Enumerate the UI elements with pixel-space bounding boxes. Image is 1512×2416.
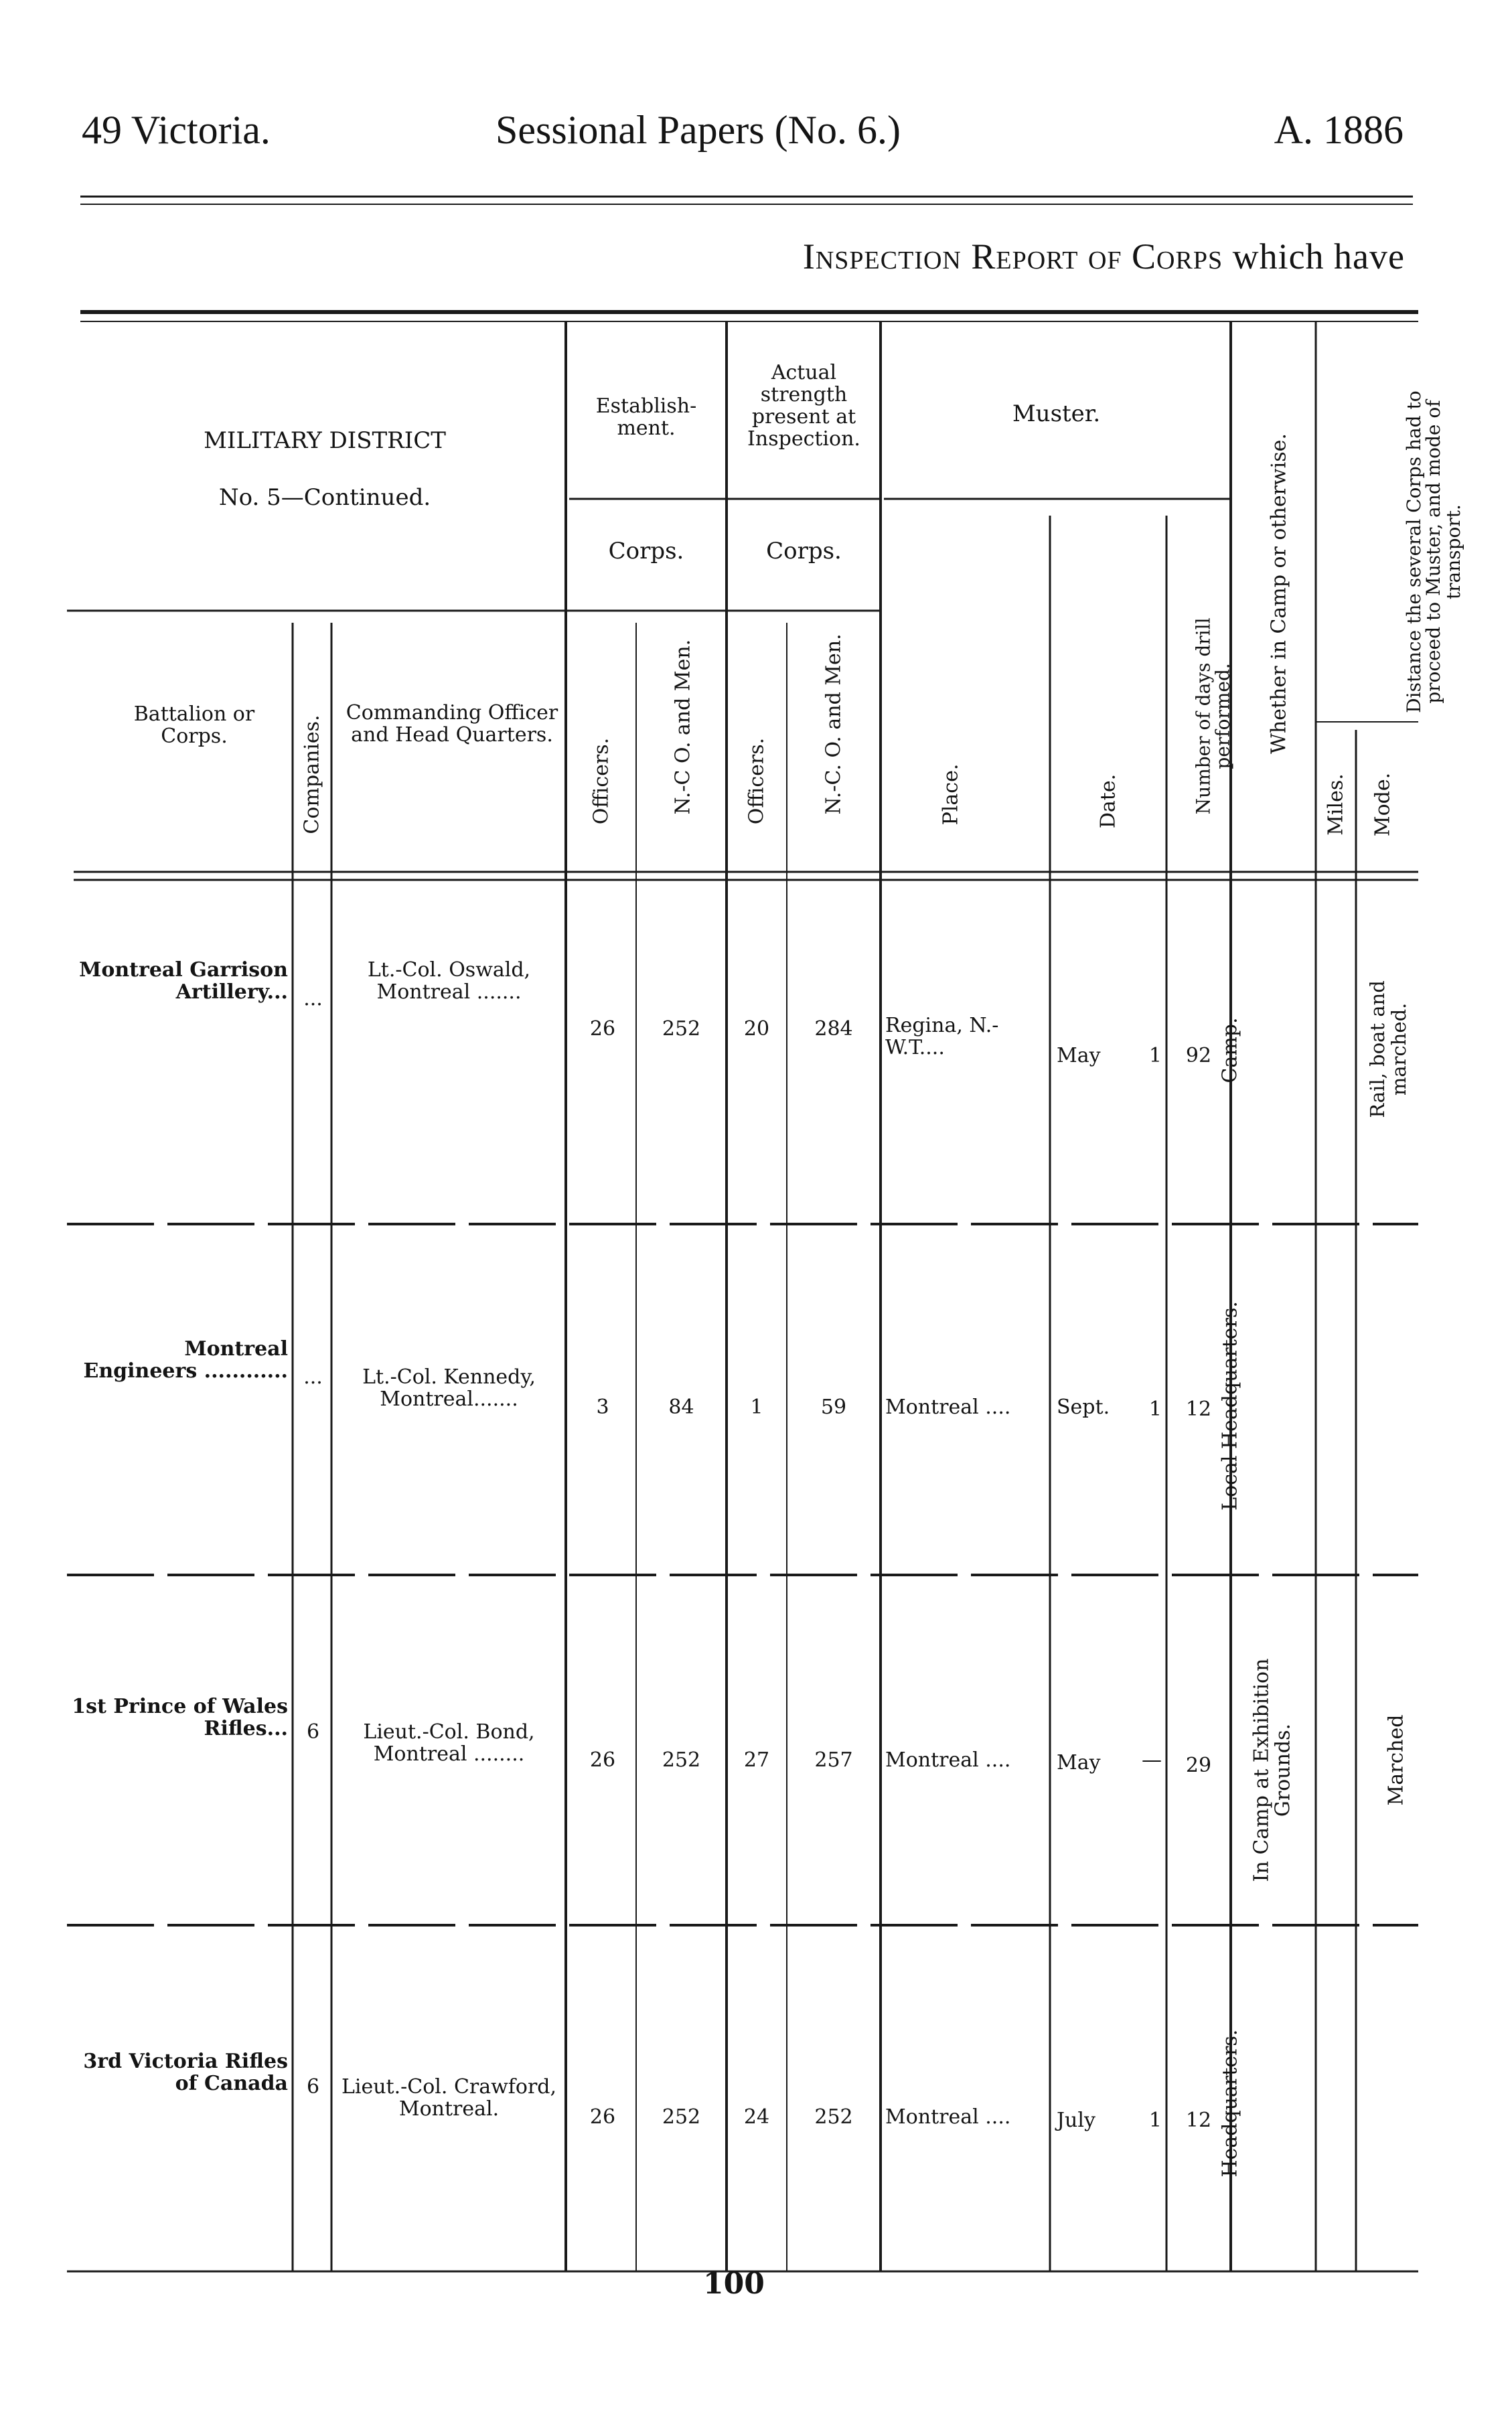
row-est-nco: 252 — [662, 1748, 701, 1772]
row-companies: 6 — [306, 1720, 320, 1744]
col-header-miles: Miles. — [1324, 773, 1348, 836]
col-header-days-drill: Number of days drill performed. — [1192, 617, 1234, 815]
row-date: July — [1057, 2109, 1095, 2132]
col-header-camp-or-otherwise: Whether in Camp or otherwise. — [1267, 433, 1291, 754]
col-header-commanding: Commanding Officer and Head Quarters. — [346, 701, 558, 747]
row-est-officers: 26 — [589, 1017, 616, 1041]
col-header-companies: Companies. — [300, 714, 324, 834]
row-date-day: 1 — [1148, 1398, 1162, 1421]
row-place: Regina, N.-W.T.... — [885, 1014, 999, 1059]
row-commanding: Lieut.-Col. Bond, Montreal ........ — [363, 1720, 535, 1766]
row-act-officers: 1 — [750, 1395, 763, 1419]
row-days-drill: 29 — [1185, 1754, 1212, 1777]
row-date: May — [1057, 1044, 1101, 1067]
row-camp: In Camp at Exhibition Grounds. — [1250, 1658, 1294, 1882]
row-days-drill: 92 — [1185, 1044, 1212, 1067]
row-battalion: Montreal Engineers ............ — [83, 1337, 288, 1383]
row-days-drill: 12 — [1185, 2109, 1212, 2132]
row-date: Sept. — [1057, 1395, 1110, 1419]
row-commanding: Lt.-Col. Kennedy, Montreal....... — [362, 1365, 536, 1411]
col-header-place: Place. — [939, 763, 963, 826]
row-battalion: 1st Prince of Wales Rifles... — [72, 1695, 288, 1740]
col-header-establishment: Establish-ment. — [595, 394, 697, 440]
col-header-act-officers: Officers. — [745, 737, 769, 825]
row-camp: Headquarters. — [1218, 2029, 1242, 2178]
row-est-nco: 252 — [662, 2105, 701, 2129]
row-mode: Rail, boat and marched. — [1366, 980, 1410, 1118]
row-date-day: 1 — [1148, 1044, 1162, 1067]
col-header-actual-strength: Actual strength present at Inspection. — [747, 361, 860, 451]
row-place: Montreal .... — [885, 1748, 1011, 1772]
row-days-drill: 12 — [1185, 1398, 1212, 1421]
col-header-date: Date. — [1096, 773, 1120, 829]
row-date-day: 1 — [1148, 2109, 1162, 2132]
row-act-nco: 257 — [814, 1748, 853, 1772]
row-place: Montreal .... — [885, 2105, 1011, 2129]
row-est-officers: 3 — [596, 1395, 609, 1419]
col-header-distance: Distance the several Corps had to proceed to Muster, and mode of transport. — [1402, 390, 1464, 713]
header-year: A. 1886 — [1274, 108, 1404, 152]
table-title-continuation: which have — [1232, 236, 1405, 277]
row-battalion: 3rd Victoria Rifles of Canada — [83, 2050, 288, 2095]
district-subtitle: No. 5—Continued. — [218, 484, 431, 511]
col-header-establishment-corps: Corps. — [608, 538, 684, 564]
col-header-battalion: Battalion or Corps. — [133, 702, 255, 748]
row-companies: ... — [303, 987, 323, 1010]
col-header-actual-corps: Corps. — [766, 538, 842, 564]
row-act-nco: 284 — [814, 1017, 853, 1041]
district-title: MILITARY DISTRICT — [204, 427, 446, 454]
header-sessional-papers: Sessional Papers (No. 6.) — [496, 108, 901, 152]
col-header-muster: Muster. — [1012, 400, 1101, 427]
row-date-day: — — [1142, 1748, 1162, 1772]
col-header-est-officers: Officers. — [589, 737, 613, 825]
row-battalion: Montreal Garrison Artillery... — [79, 958, 288, 1004]
row-date: May — [1057, 1751, 1101, 1775]
row-commanding: Lt.-Col. Oswald, Montreal ....... — [367, 958, 531, 1004]
col-header-act-nco-men: N.-C. O. and Men. — [822, 633, 846, 815]
row-est-officers: 26 — [589, 1748, 616, 1772]
row-mode: Marched — [1384, 1714, 1408, 1806]
row-act-officers: 24 — [743, 2105, 770, 2129]
table-title-main: Inspection Report of Corps — [802, 236, 1223, 277]
row-commanding: Lieut.-Col. Crawford, Montreal. — [341, 2075, 557, 2121]
row-camp: Camp. — [1218, 1017, 1242, 1083]
header-volume: 49 Victoria. — [82, 108, 271, 152]
row-act-nco: 252 — [814, 2105, 853, 2129]
row-est-nco: 84 — [668, 1395, 694, 1419]
row-companies: ... — [303, 1365, 323, 1389]
row-camp: Local Headquarters. — [1218, 1301, 1242, 1511]
row-act-officers: 27 — [743, 1748, 770, 1772]
row-est-officers: 26 — [589, 2105, 616, 2129]
row-companies: 6 — [306, 2075, 320, 2099]
row-act-officers: 20 — [743, 1017, 770, 1041]
page-number: 100 — [703, 2267, 765, 2301]
row-act-nco: 59 — [820, 1395, 847, 1419]
row-place: Montreal .... — [885, 1395, 1011, 1419]
col-header-est-nco-men: N.-C O. and Men. — [671, 639, 695, 815]
row-est-nco: 252 — [662, 1017, 701, 1041]
col-header-mode: Mode. — [1371, 772, 1395, 837]
